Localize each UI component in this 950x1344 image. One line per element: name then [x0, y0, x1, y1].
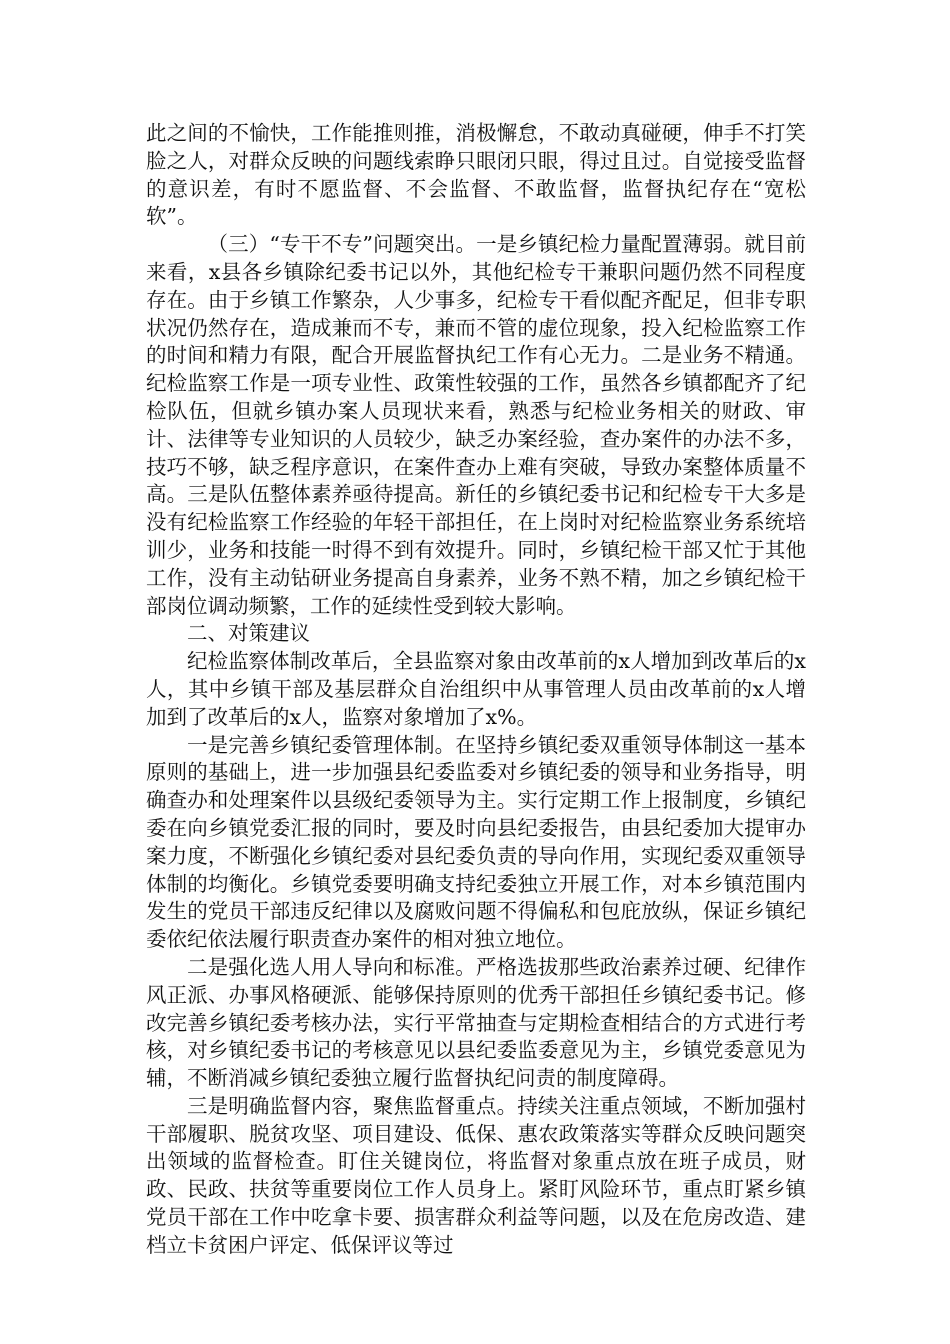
paragraph-measure-three: 三是明确监督内容，聚焦监督重点。持续关注重点领域，不断加强村干部履职、脱贫攻坚、项目建设、低保、惠农政策落实等群众反映问题突出领域的监督检查。盯住关键岗位，将监督对象重点放在班子成员，财政、民政、扶贫等重要岗位工作人员身上。紧盯风险环节，重点盯紧乡镇党员干部在工作中吃拿卡要、损害群众利益等问题，以及在危房改造、建档立卡贫困户评定、低保评议等过	[146, 1093, 806, 1257]
paragraph-continuation: 此之间的不愉快，工作能推则推，消极懈怠，不敢动真碰硬，伸手不打笑脸之人，对群众反映的问题线索睁只眼闭只眼，得过且过。自觉接受监督的意识差，有时不愿监督、不会监督、不敢监督，监督执纪存在“宽松软”。	[146, 121, 806, 229]
paragraph-measure-two: 二是强化选人用人导向和标准。严格选拔那些政治素养过硬、纪律作风正派、办事风格硬派、能够保持原则的优秀干部担任乡镇纪委书记。修改完善乡镇纪委考核办法，实行平常抽查与定期检查相结合的方式进行考核，对乡镇纪委书记的考核意见以县纪委监委意见为主，乡镇党委意见为辅，不断消减乡镇纪委独立履行监督执纪问责的制度障碍。	[146, 954, 806, 1091]
document-page	[146, 120, 806, 1260]
paragraph-reform-intro: 纪检监察体制改革后，全县监察对象由改革前的x人增加到改革后的x人，其中乡镇干部及基层群众自治组织中从事管理人员由改革前的x人增加到了改革后的x人，监察对象增加了x%。	[146, 649, 806, 729]
paragraph-measure-one: 一是完善乡镇纪委管理体制。在坚持乡镇纪委双重领导体制这一基本原则的基础上，进一步加强县纪委监委对乡镇纪委的领导和业务指导，明确查办和处理案件以县级纪委领导为主。实行定期工作上报制度，乡镇纪委在向乡镇党委汇报的同时，要及时向县纪委报告，由县纪委加大提审办案力度，不断强化乡镇纪委对县纪委负责的导向作用，实现纪委双重领导体制的均衡化。乡镇党委要明确支持纪委独立开展工作，对本乡镇范围内发生的党员干部违反纪律以及腐败问题不得偏私和包庇放纵，保证乡镇纪委依纪依法履行职责查办案件的相对独立地位。	[146, 732, 806, 952]
heading-countermeasures: 二、对策建议	[187, 621, 310, 646]
paragraph-section-three: （三）“专干不专”问题突出。一是乡镇纪检力量配置薄弱。就目前来看，x县各乡镇除纪委书记以外，其他纪检专干兼职问题仍然不同程度存在。由于乡镇工作繁杂，人少事多，纪检专干看似配齐配足，但非专职状况仍然存在，造成兼而不专，兼而不管的虚位现象，投入纪检监察工作的时间和精力有限，配合开展监督执纪工作有心无力。二是业务不精通。纪检监察工作是一项专业性、政策性较强的工作，虽然各乡镇都配齐了纪检队伍，但就乡镇办案人员现状来看，熟悉与纪检业务相关的财政、审计、法律等专业知识的人员较少，缺乏办案经验，查办案件的办法不多，技巧不够，缺乏程序意识，在案件查办上难有突破，导致办案整体质量不高。三是队伍整体素养亟待提高。新任的乡镇纪委书记和纪检专干大多是没有纪检监察工作经验的年轻干部担任，在上岗时对纪检监察业务系统培训少，业务和技能一时得不到有效提升。同时，乡镇纪检干部又忙于其他工作，没有主动钻研业务提高自身素养，业务不熟不精，加之乡镇纪检干部岗位调动频繁，工作的延续性受到较大影响。	[146, 232, 806, 618]
